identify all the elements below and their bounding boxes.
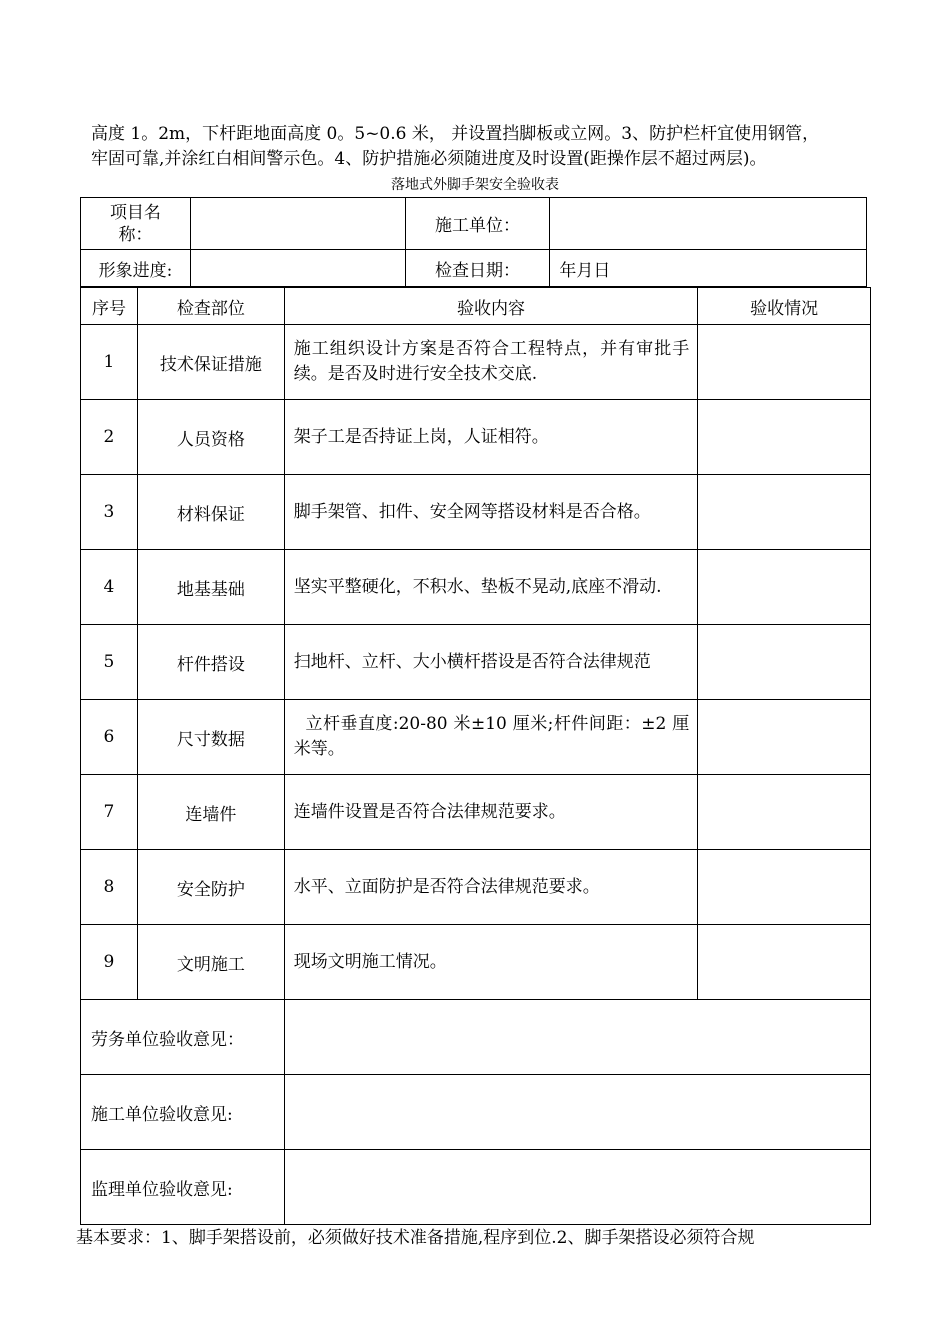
progress-value[interactable] [190,250,405,287]
inspection-date-value[interactable]: 年月日 [550,250,867,287]
row-part: 地基基础 [137,550,284,625]
row-result[interactable] [698,475,871,550]
row-content: 连墙件设置是否符合法律规范要求。 [284,775,697,850]
inspection-date-label: 检查日期： [405,250,550,287]
opinion-row-labor [81,1000,871,1075]
table-row [81,550,871,625]
row-result[interactable] [698,700,871,775]
basic-requirements-text: 基本要求：1、脚手架搭设前，必须做好技术准备措施,程序到位.2、脚手架搭设必须符合规 [76,1228,755,1248]
table-row [81,625,871,700]
table-row [81,775,871,850]
column-header-row [81,288,871,325]
column-header-content: 验收内容 [284,288,697,325]
column-header-no: 序号 [81,288,138,325]
table-row [81,925,871,1000]
row-result[interactable] [698,550,871,625]
intro-line-2: 牢固可靠,并涂红白相间警示色。4、防护措施必须随进度及时设置(距操作层不超过两层)。 [91,149,767,169]
row-result[interactable] [698,325,871,400]
row-content: 现场文明施工情况。 [284,925,697,1000]
row-content: 坚实平整硬化，不积水、垫板不晃动,底座不滑动. [284,550,697,625]
table-row [81,475,871,550]
row-part: 连墙件 [137,775,284,850]
row-part: 杆件搭设 [137,625,284,700]
construction-unit-value[interactable] [550,198,867,250]
table-row [81,325,871,400]
supervision-opinion-value[interactable] [284,1150,870,1225]
row-part: 材料保证 [137,475,284,550]
intro-text [91,122,881,172]
row-part: 文明施工 [137,925,284,1000]
row-no: 3 [81,475,138,550]
labor-opinion-value[interactable] [284,1000,870,1075]
table-row [81,400,871,475]
row-no: 2 [81,400,138,475]
row-content: 架子工是否持证上岗，人证相符。 [284,400,697,475]
construction-opinion-label: 施工单位验收意见: [81,1075,285,1150]
row-part: 人员资格 [137,400,284,475]
row-no: 7 [81,775,138,850]
row-result[interactable] [698,925,871,1000]
row-content: 施工组织设计方案是否符合工程特点，并有审批手续。是否及时进行安全技术交底. [284,325,697,400]
row-result[interactable] [698,850,871,925]
row-part: 安全防护 [137,850,284,925]
row-no: 1 [81,325,138,400]
row-content: 水平、立面防护是否符合法律规范要求。 [284,850,697,925]
construction-unit-label: 施工单位： [405,198,550,250]
header-table [80,197,867,287]
row-no: 6 [81,700,138,775]
row-no: 9 [81,925,138,1000]
row-no: 8 [81,850,138,925]
row-result[interactable] [698,400,871,475]
row-part: 技术保证措施 [137,325,284,400]
row-content: 扫地杆、立杆、大小横杆搭设是否符合法律规范 [284,625,697,700]
row-result[interactable] [698,775,871,850]
row-content: 立杆垂直度:20-80 米±10 厘米;杆件间距：±2 厘米等。 [284,700,697,775]
form-title: 落地式外脚手架安全验收表 [391,177,559,193]
opinion-row-construction [81,1075,871,1150]
project-name-label: 项目名 称： [81,198,191,250]
table-row [81,700,871,775]
project-name-value[interactable] [190,198,405,250]
construction-opinion-value[interactable] [284,1075,870,1150]
row-result[interactable] [698,625,871,700]
row-no: 5 [81,625,138,700]
row-content: 脚手架管、扣件、安全网等搭设材料是否合格。 [284,475,697,550]
row-no: 4 [81,550,138,625]
row-part: 尺寸数据 [137,700,284,775]
progress-label: 形象进度: [81,250,191,287]
labor-opinion-label: 劳务单位验收意见： [81,1000,285,1075]
opinion-row-supervision [81,1150,871,1225]
column-header-result: 验收情况 [698,288,871,325]
column-header-part: 检查部位 [137,288,284,325]
inspection-table [80,287,871,1225]
supervision-opinion-label: 监理单位验收意见: [81,1150,285,1225]
intro-line-1: 高度 1。2m，下杆距地面高度 0。5~0.6 米， 并设置挡脚板或立网。3、防护栏杆宜使用钢管， [91,124,820,144]
table-row [81,850,871,925]
